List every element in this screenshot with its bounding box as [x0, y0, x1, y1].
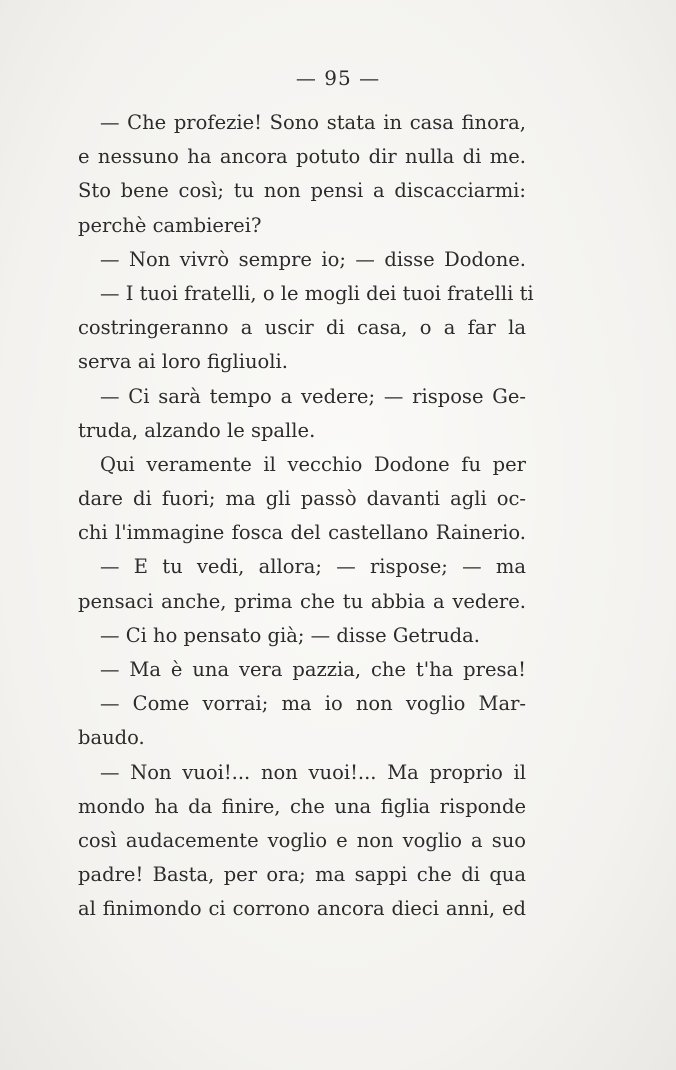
- text-line: — Non vuoi!... non vuoi!... Ma proprio il: [100, 760, 526, 784]
- text-line: serva ai loro figliuoli.: [78, 350, 288, 374]
- text-line: baudo.: [78, 726, 145, 750]
- text-line: — Come vorrai; ma io non voglio Mar-: [100, 692, 526, 716]
- text-line: — Ci ho pensato già; — disse Getruda.: [100, 623, 480, 647]
- text-line: — I tuoi fratelli, o le mogli dei tuoi fratelli ti: [100, 281, 534, 305]
- body-text: [78, 106, 534, 927]
- text-line: — E tu vedi, allora; — rispose; — ma: [100, 555, 526, 579]
- text-line: — Ci sarà tempo a vedere; — rispose Ge-: [100, 384, 526, 408]
- text-line: perchè cambierei?: [78, 213, 262, 237]
- text-line: Sto bene così; tu non pensi a discacciarmi:: [78, 179, 526, 203]
- text-line: — Non vivrò sempre io; — disse Dodone.: [100, 247, 526, 271]
- page-number: — 95 —: [295, 66, 381, 90]
- text-line: così audacemente voglio e non voglio a suo: [78, 828, 526, 852]
- text-line: al finimondo ci corrono ancora dieci anni, ed: [78, 897, 526, 921]
- text-line: pensaci anche, prima che tu abbia a vedere.: [78, 589, 526, 613]
- text-line: e nessuno ha ancora potuto dir nulla di me.: [78, 145, 526, 169]
- text-line: Qui veramente il vecchio Dodone fu per: [100, 452, 526, 476]
- text-line: padre! Basta, per ora; ma sappi che di qua: [78, 863, 526, 887]
- text-line: chi l'immagine fosca del castellano Rainerio.: [78, 521, 526, 545]
- text-line: costringeranno a uscir di casa, o a far la: [78, 316, 526, 340]
- text-line: — Che profezie! Sono stata in casa finora,: [100, 111, 526, 134]
- text-line: — Ma è una vera pazzia, che t'ha presa!: [100, 658, 526, 681]
- text-line: dare di fuori; ma gli passò davanti agli oc-: [78, 487, 526, 511]
- text-line: mondo ha da finire, che una figlia risponde: [78, 794, 526, 818]
- text-line: truda, alzando le spalle.: [78, 418, 316, 442]
